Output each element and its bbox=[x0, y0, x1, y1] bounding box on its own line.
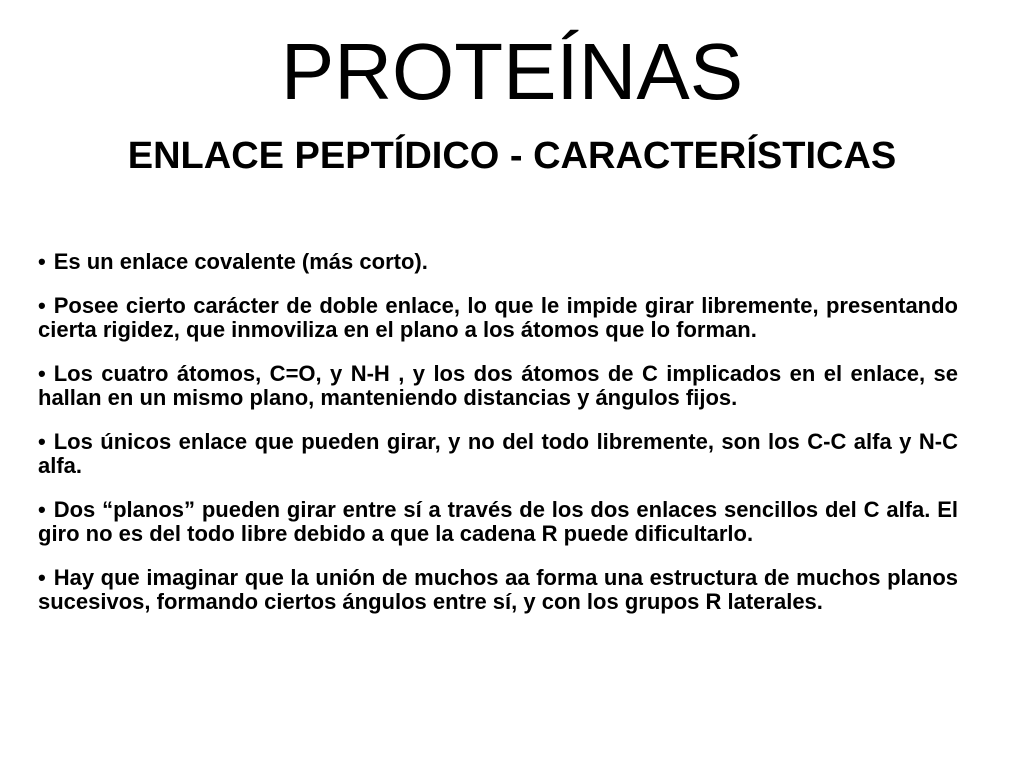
bullet-dot-icon: • bbox=[38, 565, 46, 590]
bullet-list bbox=[38, 250, 958, 634]
bullet-text: Es un enlace covalente (más corto). bbox=[53, 249, 428, 274]
bullet-text: Dos “planos” pueden girar entre sí a través de los dos enlaces sencillos del C alfa. El giro no es del todo libre debido a que la cadena R puede dificultarlo. bbox=[38, 497, 958, 546]
slide-title: PROTEÍNAS bbox=[280, 27, 744, 116]
bullet-dot-icon: • bbox=[38, 249, 46, 274]
bullet-dot-icon: • bbox=[38, 361, 46, 386]
bullet-item bbox=[38, 430, 958, 478]
bullet-item bbox=[38, 250, 958, 274]
bullet-dot-icon: • bbox=[38, 293, 46, 318]
bullet-dot-icon: • bbox=[38, 497, 46, 522]
bullet-text: Posee cierto carácter de doble enlace, lo que le impide girar libremente, presentando cierta rigidez, que inmoviliza en el plano a los átomos que lo forman. bbox=[38, 293, 958, 342]
bullet-item bbox=[38, 362, 958, 410]
bullet-item bbox=[38, 294, 958, 342]
slide-subtitle: ENLACE PEPTÍDICO - CARACTERÍSTICAS bbox=[127, 135, 897, 177]
bullet-dot-icon: • bbox=[38, 429, 46, 454]
bullet-item bbox=[38, 566, 958, 614]
bullet-text: Los únicos enlace que pueden girar, y no del todo libremente, son los C-C alfa y N-C alfa. bbox=[38, 429, 958, 478]
bullet-item bbox=[38, 498, 958, 546]
bullet-text: Hay que imaginar que la unión de muchos aa forma una estructura de muchos planos sucesivos, formando ciertos ángulos entre sí, y con los grupos R laterales. bbox=[38, 565, 958, 614]
bullet-text: Los cuatro átomos, C=O, y N-H , y los dos átomos de C implicados en el enlace, se hallan en un mismo plano, manteniendo distancias y ángulos fijos. bbox=[38, 361, 958, 410]
